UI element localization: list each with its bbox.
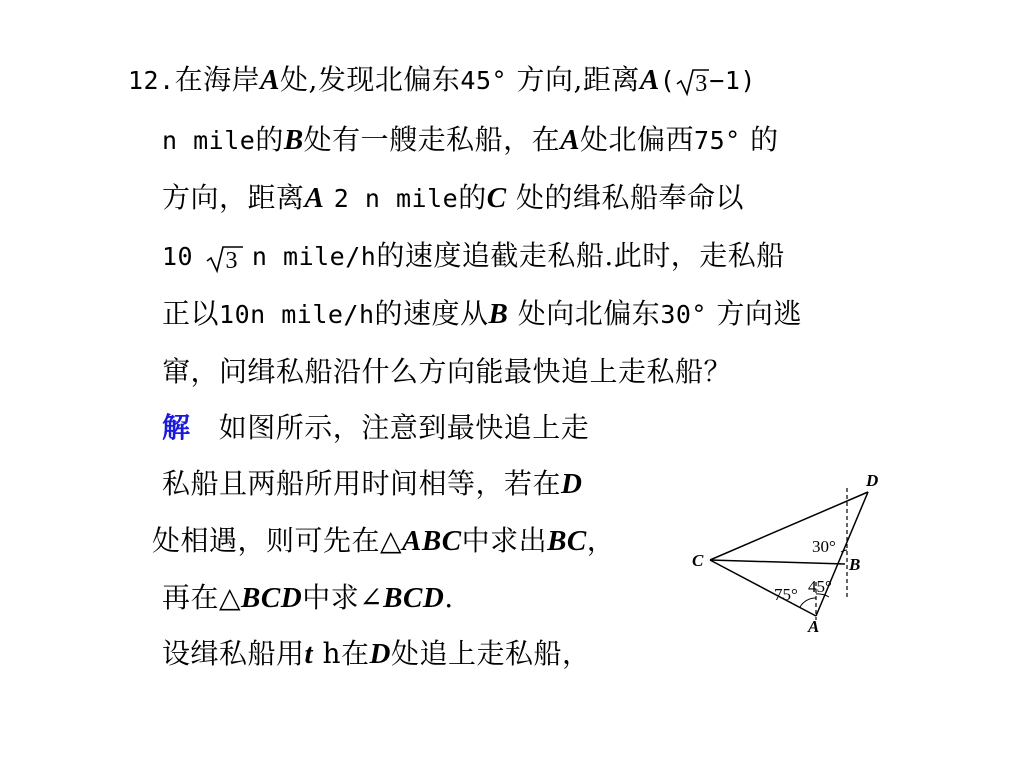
solution-line-5: 设缉私船用t h在D处追上走私船， [162, 637, 591, 670]
point-label-b: B [849, 555, 861, 574]
angle-arc-30 [841, 550, 847, 552]
point-label-a: A [808, 617, 820, 636]
sqrt-3-symbol: 3 [675, 67, 709, 97]
problem-line-1: 12.在海岸A处,发现北偏东45° 方向,距离A( 3 −1) [128, 63, 756, 97]
problem-line-3: 方向，距离A 2 n mile的C 处的缉私船奉命以 [162, 181, 744, 214]
segment-cb [710, 560, 845, 564]
problem-line-5: 正以10n mile/h的速度从B 处向北偏东30° 方向逃 [162, 297, 802, 330]
angle-label-30: 30° [812, 537, 836, 556]
point-label-d: D [866, 471, 879, 490]
solution-line-4: 再在△BCD中求∠BCD. [162, 581, 454, 614]
angle-label-45: 45° [808, 577, 832, 596]
problem-line-2: n mile的B处有一艘走私船，在A处北偏西75° 的 [162, 123, 779, 156]
angle-label-75: 75° [774, 585, 798, 604]
problem-line-4: 10 3 n mile/h的速度追截走私船.此时，走私船 [162, 239, 785, 274]
triangle-diagram [690, 470, 890, 640]
solution-line-2: 私船且两船所用时间相等，若在D [162, 467, 583, 500]
segment-ca [710, 560, 816, 616]
solution-line-1: 解 如图所示，注意到最快追上走 [162, 411, 590, 444]
problem-line-6: 窜，问缉私船沿什么方向能最快追上走私船？ [162, 355, 733, 388]
solution-line-3: 处相遇，则可先在△ABC中求出BC， [152, 524, 616, 557]
solution-label: 解 [162, 411, 191, 444]
angle-arc-75 [800, 598, 816, 607]
sqrt-3-symbol: 3 [203, 243, 243, 273]
problem-number: 12. [128, 66, 175, 95]
point-label-c: C [692, 551, 704, 570]
